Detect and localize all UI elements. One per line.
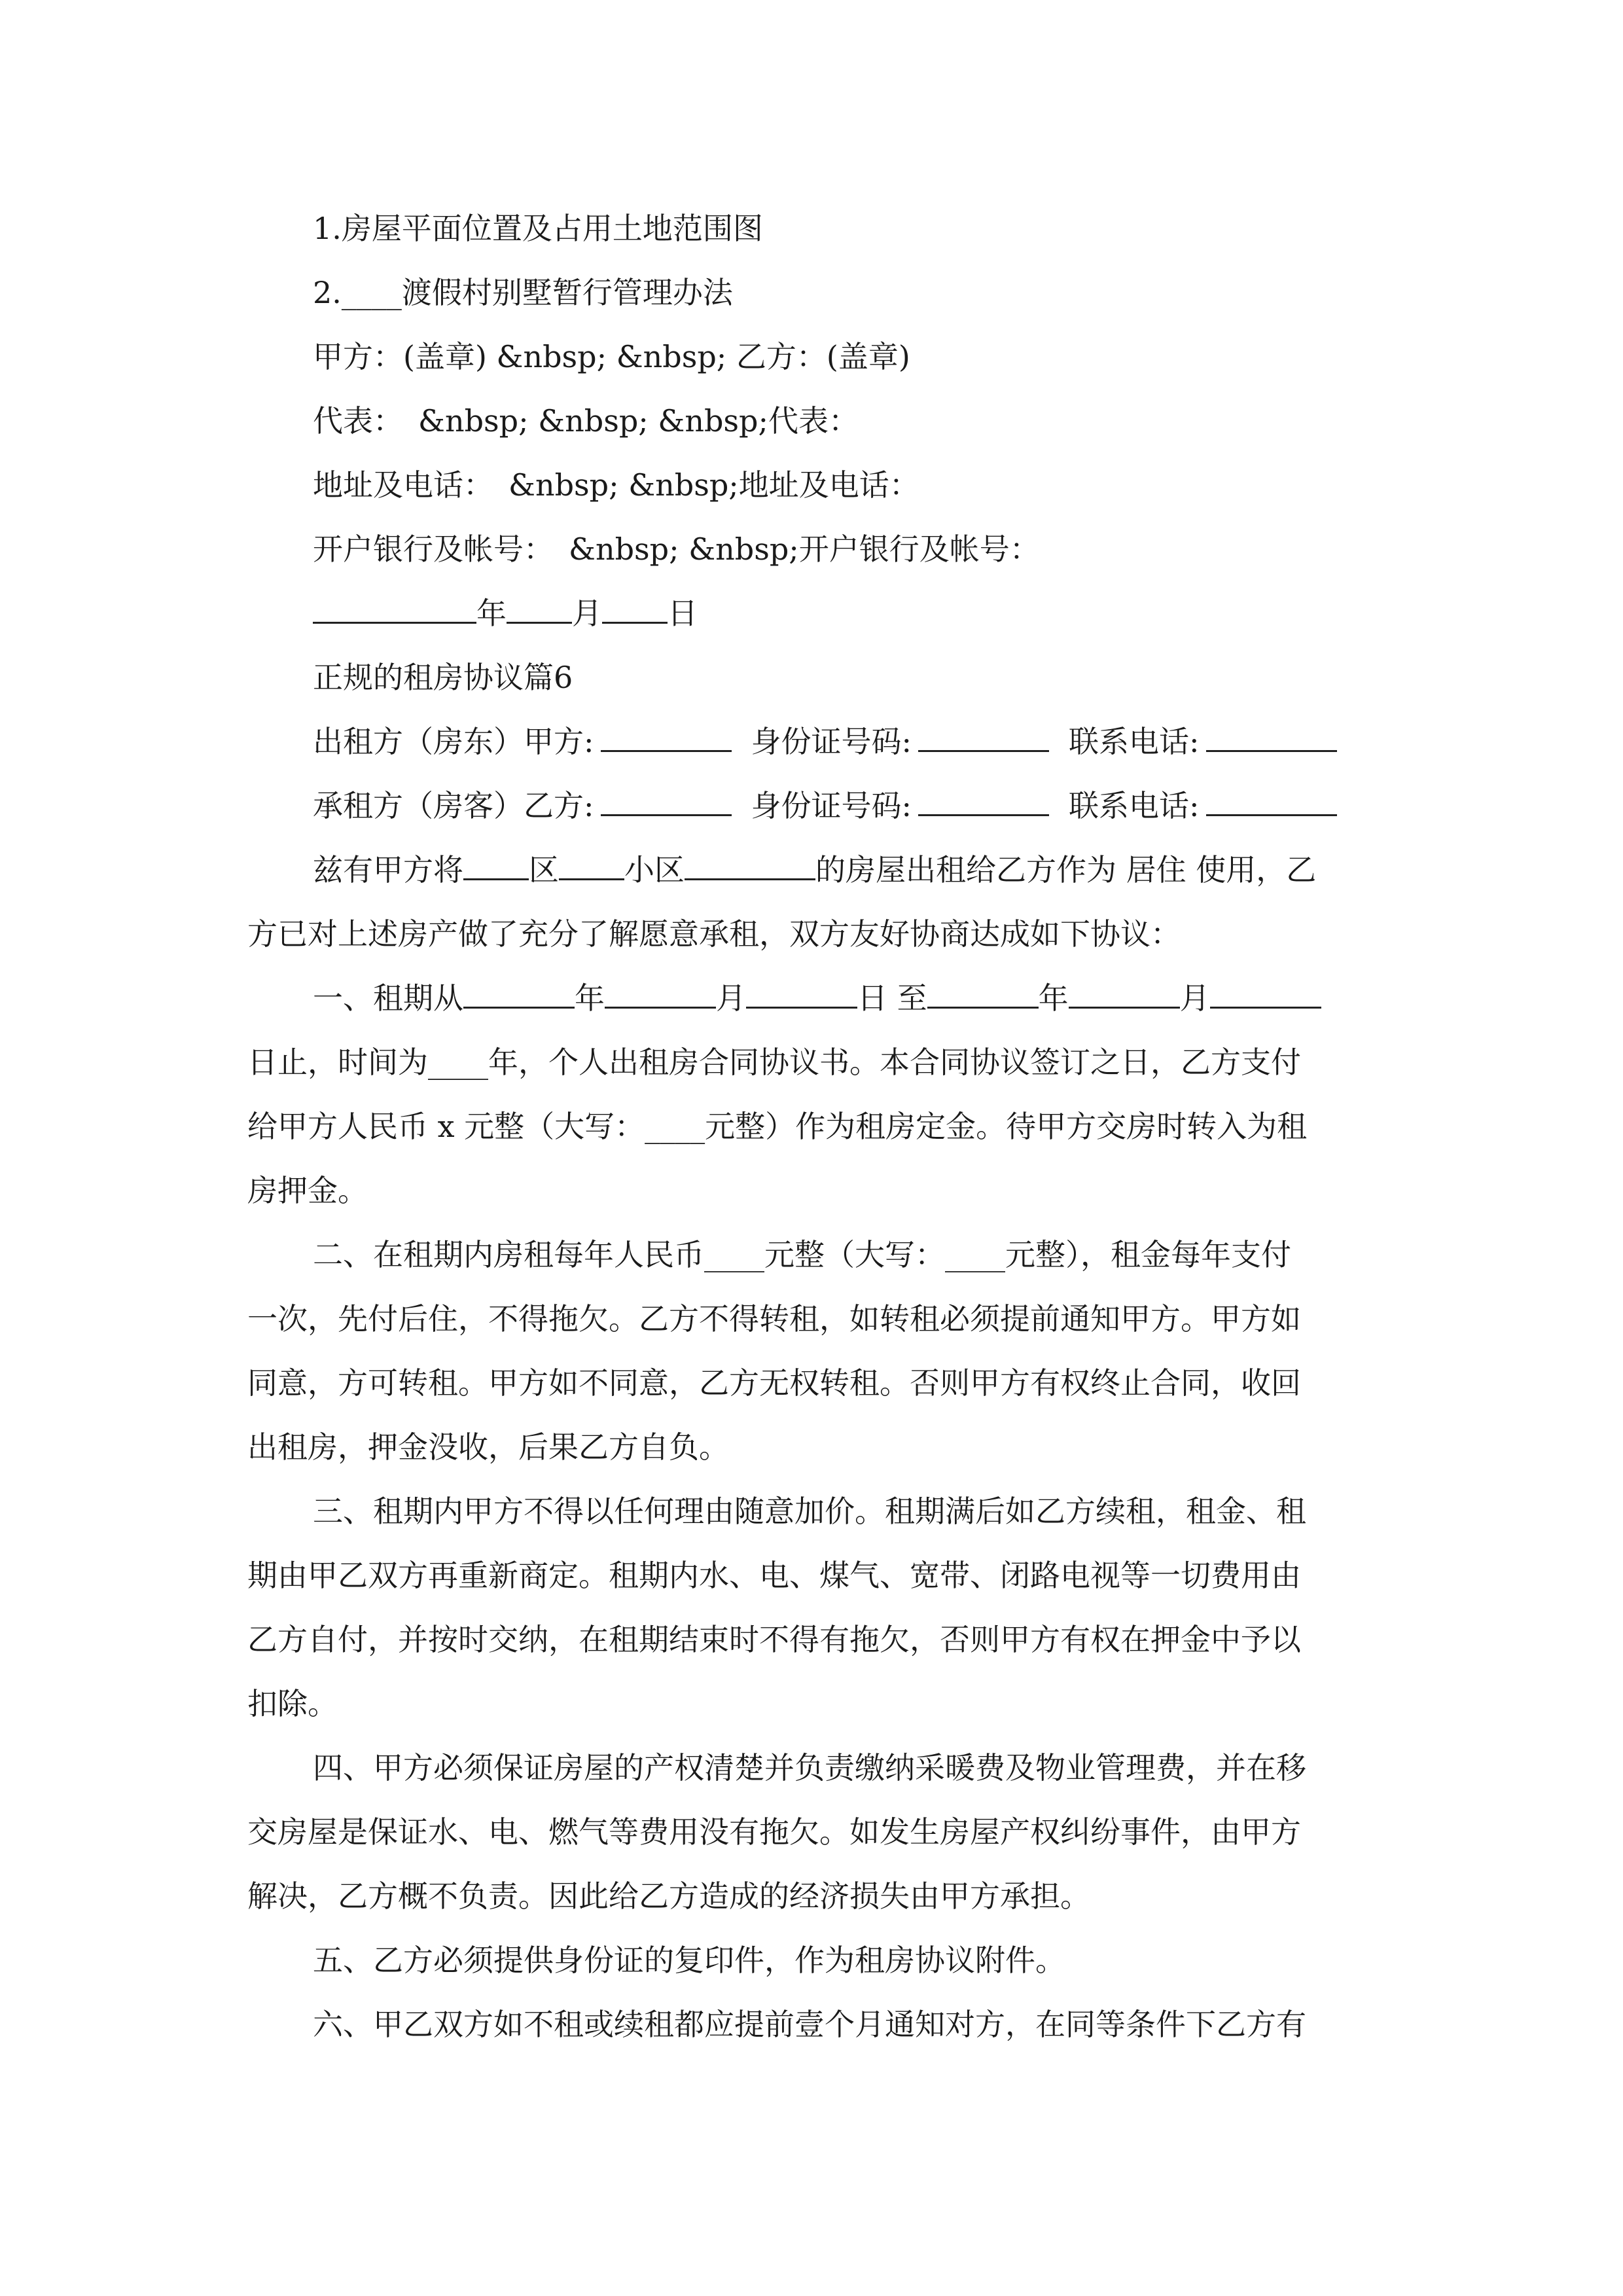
section-title: 正规的租房协议篇6	[313, 660, 573, 695]
clause-1-line-1: 一、租期从 年 月 日 至 年 月	[313, 966, 1445, 1030]
representative-line: 代表： &nbsp; &nbsp; &nbsp;代表：	[313, 403, 859, 439]
clause-1-line-2: 日止，时间为____年，个人出租房合同协议书。本合同协议签订之日，乙方支付	[247, 1045, 1301, 1080]
clause-3-line-4: 扣除。	[247, 1686, 338, 1721]
signature-seal-line: 甲方：(盖章) &nbsp; &nbsp; 乙方：(盖章)	[313, 339, 910, 374]
clause-3-line-1: 三、租期内甲方不得以任何理由随意加价。租期满后如乙方续租，租金、租	[313, 1494, 1306, 1529]
clause-2-line-2: 一次，先付后住，不得拖欠。乙方不得转租，如转租必须提前通知甲方。甲方如	[247, 1301, 1301, 1336]
clause-3-line-2: 期由甲乙双方再重新商定。租期内水、电、煤气、宽带、闭路电视等一切费用由	[247, 1558, 1301, 1593]
clause-4-line-1: 四、甲方必须保证房屋的产权清楚并负责缴纳采暖费及物业管理费，并在移	[313, 1750, 1306, 1785]
year-blank	[313, 593, 476, 624]
clause-4-line-2: 交房屋是保证水、电、燃气等费用没有拖欠。如发生房屋产权纠纷事件，由甲方	[247, 1814, 1301, 1850]
tenant-line: 承租方（房客）乙方: 身份证号码: 联系电话:	[313, 774, 1445, 838]
clause-4-line-3: 解决，乙方概不负责。因此给乙方造成的经济损失由甲方承担。	[247, 1878, 1090, 1914]
clause-5-line-1: 五、乙方必须提供身份证的复印件，作为租房协议附件。	[313, 1943, 1065, 1978]
attachment-2: 2.____渡假村别墅暂行管理办法	[313, 275, 733, 310]
day-blank	[602, 593, 668, 624]
clause-6-line-1: 六、甲乙双方如不租或续租都应提前壹个月通知对方，在同等条件下乙方有	[313, 2007, 1306, 2042]
attachment-1: 1.房屋平面位置及占用土地范围图	[313, 211, 763, 246]
month-blank	[507, 593, 572, 624]
clause-1-line-4: 房押金。	[247, 1173, 368, 1208]
landlord-line: 出租方（房东）甲方: 身份证号码: 联系电话:	[313, 709, 1445, 774]
clause-1-line-3: 给甲方人民币 x 元整（大写：____元整）作为租房定金。待甲方交房时转入为租	[247, 1109, 1308, 1144]
intro-line-2: 方已对上述房产做了充分了解愿意承租，双方友好协商达成如下协议：	[247, 916, 1181, 952]
clause-3-line-3: 乙方自付，并按时交纳，在租期结束时不得有拖欠，否则甲方有权在押金中予以	[247, 1622, 1301, 1657]
clause-2-line-3: 同意，方可转租。甲方如不同意，乙方无权转租。否则甲方有权终止合同，收回	[247, 1365, 1301, 1401]
address-phone-line: 地址及电话： &nbsp; &nbsp;地址及电话：	[313, 467, 919, 503]
date-line: 年 月 日	[313, 581, 1445, 645]
intro-line-1: 兹有甲方将 区 小区 的房屋出租给乙方作为 居住 使用，乙	[313, 838, 1445, 902]
clause-2-line-1: 二、在租期内房租每年人民币____元整（大写：____元整），租金每年支付	[313, 1237, 1291, 1272]
bank-account-line: 开户银行及帐号： &nbsp; &nbsp;开户银行及帐号：	[313, 531, 1040, 567]
clause-2-line-4: 出租房，押金没收，后果乙方自负。	[247, 1429, 729, 1465]
